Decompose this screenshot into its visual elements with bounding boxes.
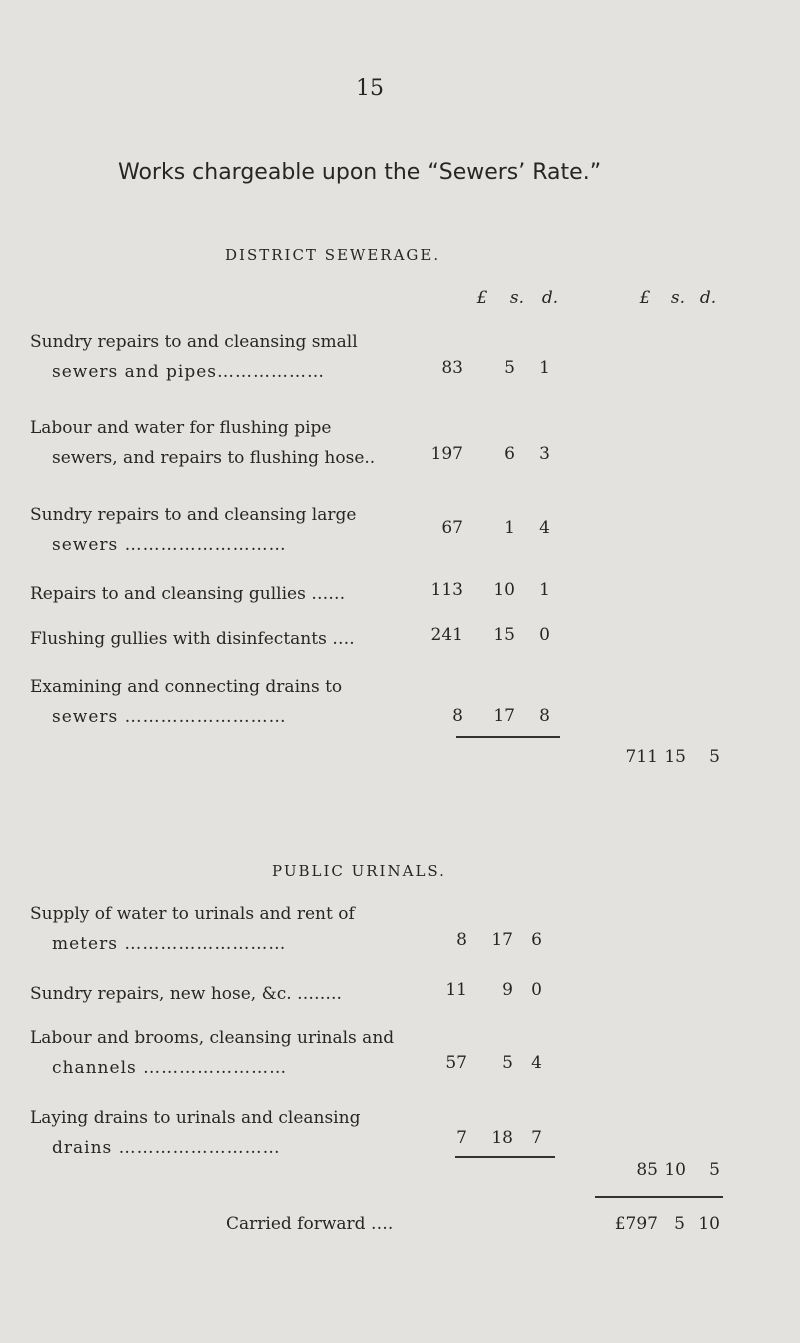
item-description-line1: Laying drains to urinals and cleansing xyxy=(30,1108,361,1128)
list-item xyxy=(30,413,375,473)
header-pounds-total: £ xyxy=(639,288,651,308)
item-description-line2: sewers, and repairs to flushing hose.. xyxy=(52,448,376,468)
item-description-line2: sewers and pipes……………… xyxy=(52,362,326,382)
item-shillings: 1 xyxy=(504,518,515,538)
item-shillings: 15 xyxy=(493,625,515,645)
list-item xyxy=(30,899,355,959)
section-total-pence: 5 xyxy=(709,747,720,767)
item-pence: 1 xyxy=(539,358,550,378)
item-pence: 4 xyxy=(531,1053,542,1073)
header-pence: d. xyxy=(541,288,559,308)
section-total-shillings: 15 xyxy=(664,747,686,767)
item-shillings: 5 xyxy=(502,1053,513,1073)
item-pence: 8 xyxy=(539,706,550,726)
item-pounds: 83 xyxy=(441,358,463,378)
item-pounds: 241 xyxy=(430,625,463,645)
item-description-line2: meters ……………………… xyxy=(52,934,287,954)
item-description-line1: Examining and connecting drains to xyxy=(30,677,343,697)
item-description-line1: Sundry repairs to and cleansing large xyxy=(30,505,357,525)
header-shillings: s. xyxy=(509,288,525,308)
item-shillings: 10 xyxy=(493,580,515,600)
item-description-line1: Labour and brooms, cleansing urinals and xyxy=(30,1028,395,1048)
total-rule xyxy=(595,1196,723,1198)
subtotal-rule xyxy=(456,736,560,738)
carried-forward-label: Carried forward …. xyxy=(226,1214,394,1234)
list-item xyxy=(30,1103,360,1163)
item-shillings: 6 xyxy=(504,444,515,464)
item-pence: 1 xyxy=(539,580,550,600)
carried-forward-pence: 10 xyxy=(698,1214,720,1234)
item-pounds: 197 xyxy=(430,444,463,464)
item-description-line2: sewers ……………………… xyxy=(52,707,287,727)
item-shillings: 9 xyxy=(502,980,513,1000)
item-pence: 6 xyxy=(531,930,542,950)
list-item xyxy=(30,579,345,609)
item-pounds: 67 xyxy=(441,518,463,538)
section-total-pence: 5 xyxy=(709,1160,720,1180)
list-item xyxy=(30,1023,394,1083)
item-pence: 7 xyxy=(531,1128,542,1148)
item-description-line1: Sundry repairs, new hose, &c. …….. xyxy=(30,984,342,1004)
list-item xyxy=(30,500,356,560)
item-description-line2: sewers ……………………… xyxy=(52,535,287,555)
item-pence: 0 xyxy=(531,980,542,1000)
section-total-shillings: 10 xyxy=(664,1160,686,1180)
list-item xyxy=(30,672,342,732)
item-description-line1: Repairs to and cleansing gullies …… xyxy=(30,584,346,604)
item-pence: 0 xyxy=(539,625,550,645)
page-title: Works chargeable upon the “Sewers’ Rate.” xyxy=(118,160,602,185)
item-description-line1: Sundry repairs to and cleansing small xyxy=(30,332,358,352)
item-description-line1: Flushing gullies with disinfectants …. xyxy=(30,629,355,649)
item-pounds: 8 xyxy=(456,930,467,950)
section-heading-public-urinals: PUBLIC URINALS. xyxy=(272,862,446,880)
header-pence-total: d. xyxy=(699,288,717,308)
item-shillings: 17 xyxy=(493,706,515,726)
section-heading-district-sewerage: DISTRICT SEWERAGE. xyxy=(225,246,441,264)
item-pence: 3 xyxy=(539,444,550,464)
item-pence: 4 xyxy=(539,518,550,538)
list-item xyxy=(30,624,355,654)
subtotal-rule xyxy=(455,1156,555,1158)
item-pounds: 8 xyxy=(452,706,463,726)
item-description-line2: channels …………………… xyxy=(52,1058,288,1078)
list-item xyxy=(30,979,342,1009)
item-pounds: 7 xyxy=(456,1128,467,1148)
header-pounds: £ xyxy=(476,288,488,308)
section-total-pounds: 711 xyxy=(625,747,658,767)
item-shillings: 17 xyxy=(491,930,513,950)
page-number: 15 xyxy=(356,76,384,101)
item-description-line1: Supply of water to urinals and rent of xyxy=(30,904,355,924)
list-item xyxy=(30,327,358,387)
item-pounds: 113 xyxy=(430,580,463,600)
section-total-pounds: 85 xyxy=(636,1160,658,1180)
carried-forward-pounds: £797 xyxy=(614,1214,658,1234)
item-shillings: 5 xyxy=(504,358,515,378)
item-description-line1: Labour and water for flushing pipe xyxy=(30,418,332,438)
item-pounds: 57 xyxy=(445,1053,467,1073)
item-description-line2: drains ……………………… xyxy=(52,1138,281,1158)
item-shillings: 18 xyxy=(491,1128,513,1148)
carried-forward-shillings: 5 xyxy=(674,1214,685,1234)
item-pounds: 11 xyxy=(445,980,467,1000)
header-shillings-total: s. xyxy=(670,288,686,308)
